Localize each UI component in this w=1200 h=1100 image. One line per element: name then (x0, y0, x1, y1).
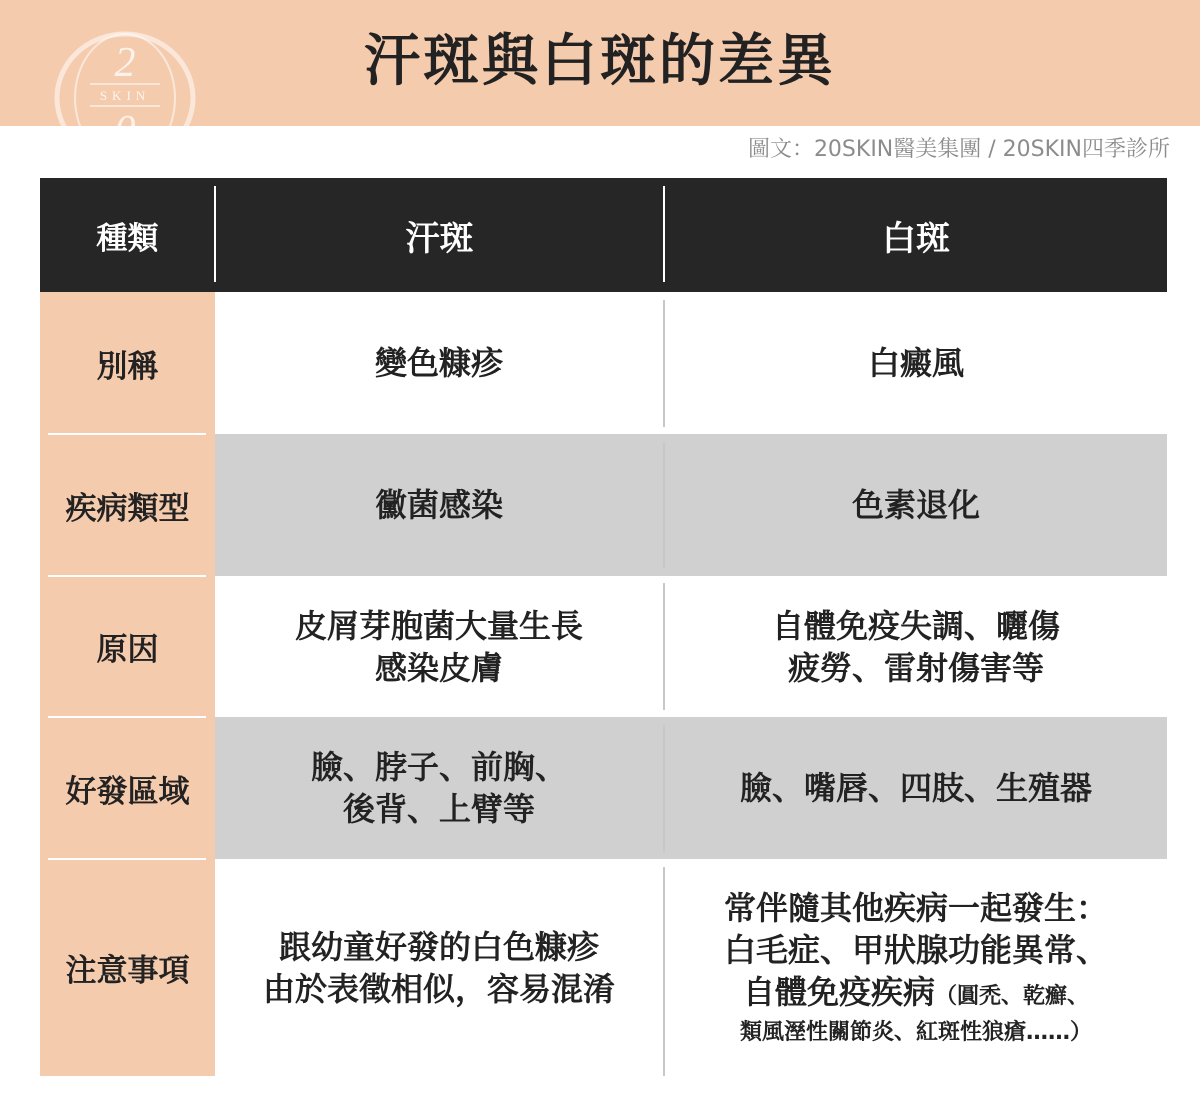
tinea-alias-cell (215, 292, 663, 434)
cell-text: 後背、上臂等 (342, 790, 535, 828)
cell-text: 變色糠疹 (374, 344, 503, 382)
tinea-type-cell (215, 434, 663, 576)
cell-text: 自體免疫疾病 (742, 973, 935, 1011)
cell-text-with-note (743, 971, 1089, 1018)
svg-text:0: 0 (114, 108, 136, 154)
row-label-alias: 別稱 (96, 348, 159, 385)
vitiligo-notes-cell (665, 859, 1167, 1076)
row-label-cause: 原因 (96, 632, 159, 668)
row-label-disease-type: 疾病類型 (65, 490, 190, 527)
header-vitiligo: 白斑 (882, 218, 950, 259)
cell-text: 色素退化 (851, 486, 980, 524)
row-label-common-areas: 好發區域 (65, 773, 190, 810)
cell-text: 由於表徵相似，容易混淆 (262, 969, 615, 1008)
tinea-notes-cell (215, 859, 663, 1076)
cell-text: 感染皮膚 (374, 648, 503, 687)
tinea-cause-cell (215, 576, 663, 717)
cell-text: 疲勞、雷射傷害等 (787, 648, 1044, 687)
table-header-row (40, 178, 1167, 292)
cell-text: 常伴隨其他疾病一起發生： (723, 889, 1108, 927)
vitiligo-type-cell (665, 434, 1167, 576)
vitiligo-cause-cell (665, 576, 1167, 717)
vitiligo-areas-cell (665, 717, 1167, 859)
cell-text: 白毛症、甲狀腺功能異常、 (723, 931, 1108, 969)
cell-text: 臉、脖子、前胸、 (310, 748, 567, 786)
tinea-areas-cell (215, 717, 663, 859)
page-title: 汗斑與白斑的差異 (364, 29, 836, 94)
cell-note: 類風溼性關節炎、紅斑性狼瘡……） (739, 1020, 1092, 1045)
cell-note: （圓禿、乾癬、 (935, 984, 1090, 1009)
row-label-notes: 注意事項 (65, 953, 190, 989)
cell-text: 臉、嘴唇、四肢、生殖器 (739, 769, 1092, 807)
cell-text: 黴菌感染 (374, 486, 503, 524)
svg-text:2: 2 (114, 40, 136, 86)
vitiligo-alias-cell (665, 292, 1167, 434)
cell-text: 自體免疫失調、曬傷 (771, 606, 1060, 645)
image-credit: 圖文：20SKIN醫美集團 / 20SKIN四季診所 (747, 137, 1170, 162)
cell-text: 白癜風 (867, 344, 964, 382)
cell-text: 皮屑芽胞菌大量生長 (294, 606, 583, 645)
header-tinea-versicolor: 汗斑 (405, 218, 474, 259)
comparison-table (40, 178, 1167, 1076)
header-category: 種類 (96, 220, 159, 257)
cell-text: 跟幼童好發的白色糠疹 (278, 927, 599, 966)
svg-text:SKIN: SKIN (99, 88, 151, 103)
